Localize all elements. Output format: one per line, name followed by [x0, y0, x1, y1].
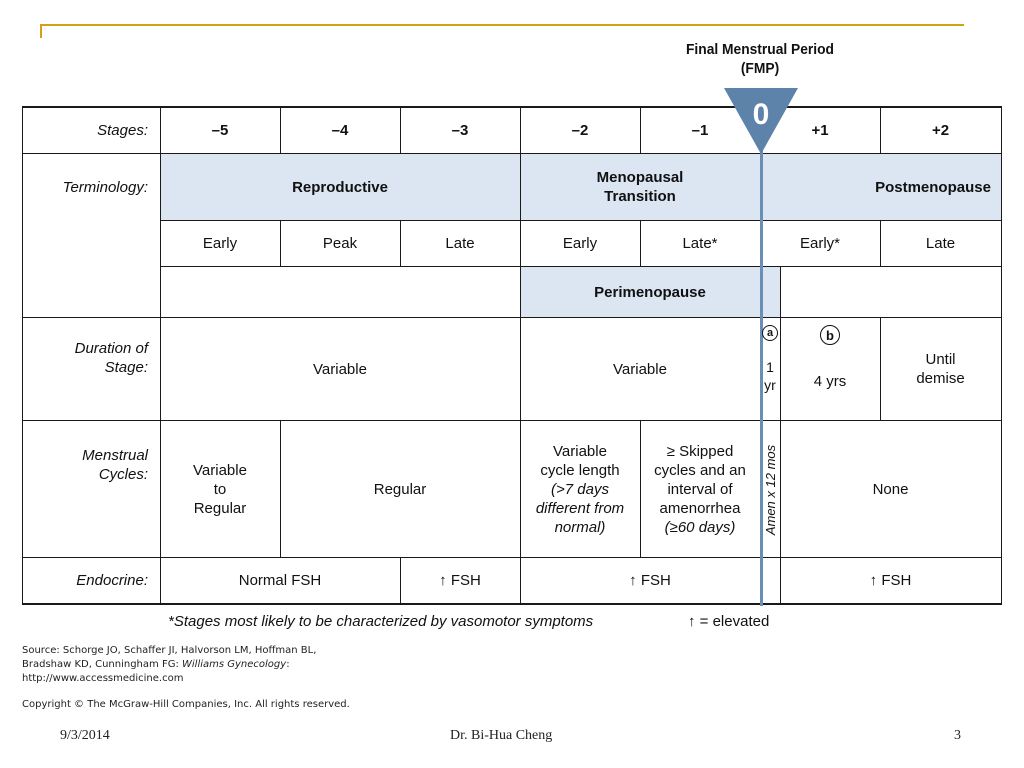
endocrine-post: ↑ FSH — [869, 572, 912, 589]
footnote-arrow: ↑ = elevated — [688, 613, 770, 630]
stage-cell: +1 — [811, 122, 829, 139]
label-endocrine: Endocrine: — [76, 572, 148, 589]
term-reproductive: Reproductive — [292, 178, 388, 196]
substage-cell: Early — [202, 235, 238, 252]
duration-a-value: 1 yr — [764, 359, 776, 393]
label-stages: Stages: — [97, 122, 148, 139]
cycles-none: None — [872, 480, 909, 498]
source-colon: : — [286, 659, 290, 670]
cycles-late-transition-note: (≥60 days) — [664, 518, 736, 536]
source-authors: Bradshaw KD, Cunningham FG: — [22, 659, 182, 670]
fmp-title-text: Final Menstrual Period — [685, 41, 835, 58]
cycles-early: Variable to Regular — [193, 461, 247, 517]
source-line-1: Source: Schorge JO, Schaffer JI, Halvorson LM, Hoffman BL, — [22, 645, 317, 656]
substage-cell: Peak — [322, 235, 358, 252]
circle-b: b — [820, 325, 840, 345]
substage-cell: Late* — [682, 235, 718, 252]
peri-divider — [780, 266, 781, 317]
source-line-2 — [22, 659, 290, 671]
label-terminology: Terminology: — [62, 178, 148, 196]
duration-b-marker — [780, 322, 880, 348]
stage-cell: –4 — [331, 122, 349, 139]
substage-cell: Early — [562, 235, 598, 252]
duration-a-marker — [760, 322, 780, 344]
duration-reproductive: Variable — [313, 360, 367, 378]
copyright: Copyright © The McGraw-Hill Companies, Inc. All rights reserved. — [22, 699, 350, 710]
stage-cell: –3 — [451, 122, 469, 139]
table-bottom-border — [22, 603, 1002, 605]
source-url: http://www.accessmedicine.com — [22, 673, 184, 684]
stage-cell: –2 — [571, 122, 589, 139]
stage-cell: +2 — [931, 122, 950, 139]
source-book-title: Williams Gynecology — [182, 659, 287, 670]
amen-label: Amen x 12 mos — [763, 444, 778, 536]
stage-cell: –1 — [691, 122, 709, 139]
endocrine-transition: ↑ FSH — [629, 572, 671, 589]
cycles-late-transition-text: ≥ Skipped cycles and an interval of amenorrhea — [654, 442, 746, 517]
duration-late: Until demise — [916, 351, 965, 387]
term-postmenopause: Postmenopause — [875, 178, 991, 196]
cycles-regular: Regular — [373, 480, 427, 498]
duration-transition: Variable — [613, 360, 667, 378]
term-transition: Menopausal Transition — [596, 169, 684, 205]
circle-a: a — [762, 325, 778, 341]
stage-cell: –5 — [211, 122, 229, 139]
duration-b-value: 4 yrs — [813, 372, 847, 390]
label-duration: Duration of Stage: — [74, 340, 148, 376]
endocrine-normal: Normal FSH — [238, 572, 322, 589]
footer-date: 9/3/2014 — [60, 728, 110, 743]
label-cycles: Menstrual Cycles: — [82, 447, 148, 483]
fmp-abbr: (FMP) — [740, 60, 780, 77]
endocrine-late-repro: ↑ FSH — [439, 572, 481, 589]
footer-author: Dr. Bi-Hua Cheng — [450, 728, 553, 743]
cycles-late-transition — [640, 421, 760, 557]
term-perimenopause: Perimenopause — [594, 283, 706, 301]
footer-page-number: 3 — [954, 728, 961, 743]
substage-cell: Early* — [799, 235, 840, 252]
substage-cell: Late — [925, 235, 956, 252]
cycles-early-transition-text: Variable cycle length — [540, 442, 620, 479]
cycles-early-transition — [520, 421, 640, 557]
substage-cell: Late — [445, 235, 475, 252]
cycles-early-transition-note: (>7 days different from normal) — [535, 480, 625, 536]
fmp-zero: 0 — [752, 98, 770, 131]
footnote-asterisk: *Stages most likely to be characterized by vasomotor symptoms — [168, 613, 594, 630]
